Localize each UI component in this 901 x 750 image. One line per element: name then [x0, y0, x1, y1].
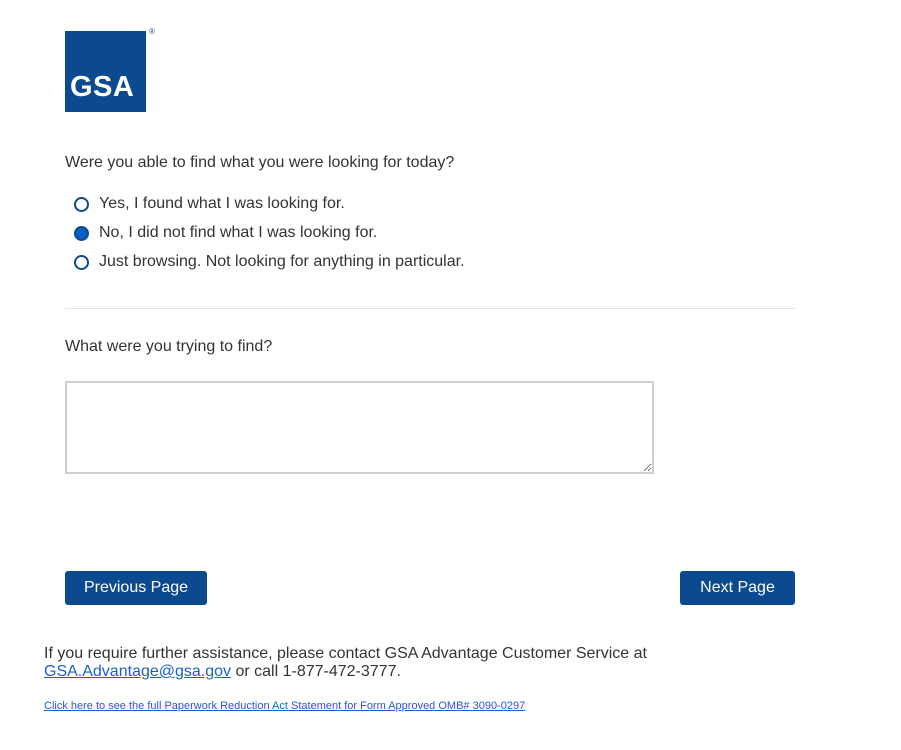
radio-button-yes[interactable] [74, 197, 89, 212]
radio-option-browsing[interactable] [74, 251, 465, 273]
next-page-button[interactable]: Next Page [680, 571, 795, 605]
logo-text: GSA [70, 71, 135, 103]
trying-to-find-textarea[interactable] [65, 381, 654, 474]
section-divider [65, 308, 795, 309]
question-trying-to-find: What were you trying to find? [65, 338, 273, 355]
radio-button-no[interactable] [74, 226, 89, 241]
radio-label-browsing: Just browsing. Not looking for anything in particular. [99, 253, 465, 270]
radio-button-browsing[interactable] [74, 255, 89, 270]
radio-option-yes[interactable] [74, 193, 345, 215]
previous-page-button[interactable]: Previous Page [65, 571, 207, 605]
support-email-link[interactable]: GSA.Advantage@gsa.gov [44, 663, 232, 680]
gsa-logo [65, 27, 155, 112]
assistance-text [44, 645, 647, 681]
paperwork-reduction-act-link[interactable]: Click here to see the full Paperwork Reduction Act Statement for Form Approved OMB# 3090-0297 [44, 700, 526, 712]
radio-option-no[interactable] [74, 222, 377, 244]
question-find-today: Were you able to find what you were looking for today? [65, 154, 455, 171]
assistance-prefix: If you require further assistance, please contact GSA Advantage Customer Service at [44, 645, 647, 662]
registered-mark: ® [149, 27, 155, 36]
radio-label-yes: Yes, I found what I was looking for. [99, 195, 345, 212]
radio-label-no: No, I did not find what I was looking for. [99, 224, 378, 241]
assistance-suffix: or call 1-877-472-3777. [231, 663, 401, 680]
